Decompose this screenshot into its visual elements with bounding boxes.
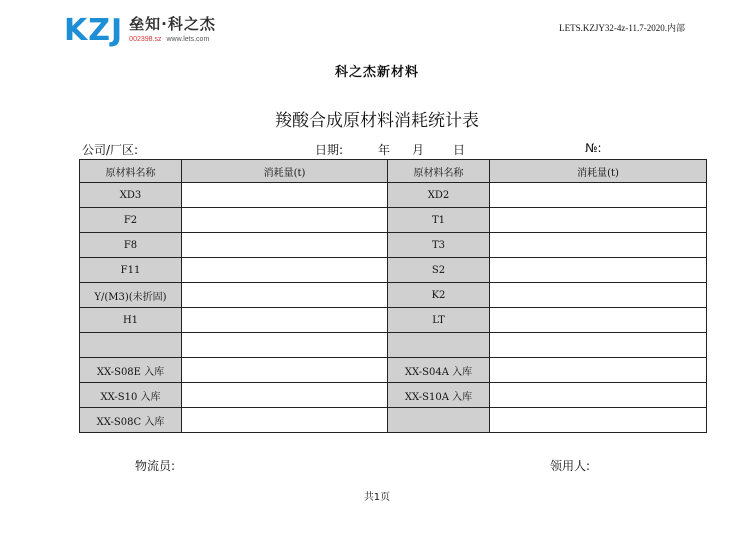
logo-stock-code: 002398.sz [129,36,162,43]
header-material-name-left: 原材料名称 [80,160,182,183]
table-header-row [80,160,707,183]
consumption-cell[interactable] [490,183,707,208]
consumption-cell[interactable] [490,283,707,308]
receiver-label: 领用人: [550,459,591,473]
material-name-cell: K2 [388,283,490,308]
consumption-cell[interactable] [490,258,707,283]
material-name-cell: XX-S10A 入库 [388,383,490,408]
material-name-cell: S2 [388,258,490,283]
material-name-cell: XX-S10 入库 [80,383,182,408]
document-code: LETS.KZJY32-4z-11.7-2020.内部 [559,23,685,33]
material-name-cell: F8 [80,233,182,258]
consumption-cell[interactable] [490,333,707,358]
table-row [80,258,707,283]
consumption-cell[interactable] [182,333,388,358]
material-name-cell: XX-S04A 入库 [388,358,490,383]
consumption-cell[interactable] [182,283,388,308]
material-name-cell: T3 [388,233,490,258]
material-name-cell: T1 [388,208,490,233]
material-name-cell [388,333,490,358]
table-row [80,408,707,433]
table-row [80,333,707,358]
table-row [80,358,707,383]
consumption-cell[interactable] [490,233,707,258]
date-label: 日期: [315,143,344,157]
table-row [80,283,707,308]
material-name-cell: F11 [80,258,182,283]
material-name-cell [80,333,182,358]
material-name-cell: XD3 [80,183,182,208]
consumption-cell[interactable] [490,358,707,383]
company-logo [64,13,216,48]
company-name: 科之杰新材料 [334,65,419,80]
consumption-cell[interactable] [182,183,388,208]
month-label: 月 [412,143,425,157]
header-consumption-left: 消耗量(t) [182,160,388,183]
header-material-name-right: 原材料名称 [388,160,490,183]
number-label: №: [585,141,602,155]
consumption-cell[interactable] [182,408,388,433]
day-label: 日 [453,143,466,157]
table-row [80,183,707,208]
consumption-cell[interactable] [182,233,388,258]
material-name-cell: Y/(M3)(未折固) [80,283,182,308]
consumption-cell[interactable] [490,208,707,233]
material-name-cell: F2 [80,208,182,233]
table-row [80,383,707,408]
material-name-cell: XX-S08E 入库 [80,358,182,383]
consumption-table [79,159,707,433]
logo-chinese-name: 垒知·科之杰 [129,15,216,33]
table-row [80,233,707,258]
consumption-cell[interactable] [182,383,388,408]
material-name-cell: XD2 [388,183,490,208]
material-name-cell: H1 [80,308,182,333]
table-row [80,208,707,233]
material-name-cell [388,408,490,433]
header-consumption-right: 消耗量(t) [490,160,707,183]
consumption-cell[interactable] [182,258,388,283]
material-name-cell: XX-S08C 入库 [80,408,182,433]
consumption-cell[interactable] [490,383,707,408]
consumption-cell[interactable] [490,308,707,333]
logo-website: www.lets.com [166,36,210,43]
table-row [80,308,707,333]
consumption-cell[interactable] [490,408,707,433]
consumption-cell[interactable] [182,208,388,233]
logistics-staff-label: 物流员: [135,459,176,473]
consumption-cell[interactable] [182,358,388,383]
logo-kzj-text: KZJ [64,13,124,48]
material-name-cell: LT [388,308,490,333]
page-title: 羧酸合成原材料消耗统计表 [275,111,479,131]
year-label: 年 [378,143,391,157]
consumption-cell[interactable] [182,308,388,333]
company-label: 公司/厂区: [82,143,139,157]
page-count: 共1页 [363,492,391,503]
